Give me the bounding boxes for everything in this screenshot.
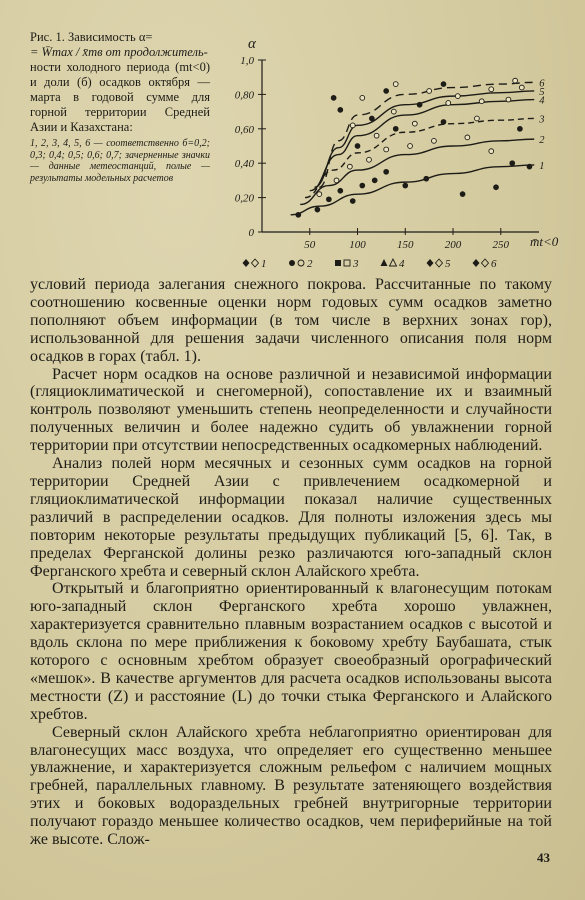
- legend-marker-open: [482, 259, 489, 267]
- y-tick-label: 0,40: [234, 158, 254, 171]
- body-text: [30, 276, 552, 849]
- legend-label: 2: [307, 258, 313, 270]
- data-point: [393, 82, 398, 87]
- data-point: [519, 85, 524, 90]
- paragraph-3: Анализ полей норм месячных и сезонных сумм осадков на горной территории Средней Азии с привлечением осадкомерной и гляциоклиматической информации показал наличие существенных различий в распределении осадков. Для полноты изложения здесь мы повторим некоторые результаты предыдущих публикаций [5, 6]. Так, в пределах Ферганской долины резко различаются юго-западный склон Ферганского хребта и северный склон Алайского хребта.: [30, 455, 552, 580]
- x-tick-label: 100: [349, 239, 366, 251]
- y-tick-label: 0: [248, 227, 254, 239]
- data-point: [479, 99, 484, 104]
- data-point: [317, 192, 322, 197]
- legend-marker-filled: [335, 260, 341, 266]
- data-point: [384, 89, 389, 94]
- caption-title: Рис. 1. Зависимость α=: [30, 30, 153, 44]
- data-point: [350, 123, 355, 128]
- curve-label-1: 1: [539, 160, 545, 172]
- legend-label: 1: [261, 258, 267, 270]
- data-point: [393, 126, 398, 131]
- data-point: [506, 97, 511, 102]
- legend-label: 5: [445, 258, 451, 270]
- data-point: [412, 121, 417, 126]
- data-point: [350, 199, 355, 204]
- caption-body: ности холодного периода (mt<0) и доли (б) осадков октября — марта в годовой сумме для горной территории Средней Азии и Казахстана:: [30, 60, 210, 134]
- data-point: [374, 133, 379, 138]
- data-point: [465, 135, 470, 140]
- figure-caption: [30, 30, 210, 184]
- data-point: [494, 185, 499, 190]
- data-point: [424, 176, 429, 181]
- data-point: [367, 157, 372, 162]
- data-point: [475, 116, 480, 121]
- curve-label-6: 6: [539, 78, 545, 90]
- data-point: [338, 107, 343, 112]
- legend-marker-filled: [427, 259, 434, 267]
- x-tick-label: 50: [304, 239, 316, 251]
- data-point: [391, 109, 396, 114]
- data-point: [455, 94, 460, 99]
- data-point: [408, 144, 413, 149]
- data-point: [331, 95, 336, 100]
- data-point: [427, 89, 432, 94]
- data-point: [369, 116, 374, 121]
- data-point: [441, 82, 446, 87]
- curve-label-3: 3: [539, 114, 545, 126]
- data-point: [403, 183, 408, 188]
- curve-label-4: 4: [539, 95, 545, 107]
- legend-marker-open: [436, 259, 443, 267]
- y-tick-label: 1,0: [240, 55, 254, 67]
- data-point: [360, 183, 365, 188]
- data-point: [432, 138, 437, 143]
- data-point: [338, 188, 343, 193]
- legend-marker-open: [344, 260, 350, 266]
- data-point: [372, 178, 377, 183]
- data-point: [460, 192, 465, 197]
- data-point: [510, 161, 515, 166]
- y-tick-label: 0,20: [234, 192, 254, 205]
- caption-formula: = W̄max / x̄тв от продолжитель-: [30, 45, 208, 59]
- legend-marker-filled: [289, 260, 295, 266]
- paragraph-1: условий периода залегания снежного покрова. Рассчитанные по такому соотношению косвенные оценки норм годовых сумм осадков заметно пополняют объем информации (в том числе в верхних зонах гор), использованной для решения задачи численного описания поля норм осадков в горах (табл. 1).: [30, 276, 552, 365]
- curve-label-5: 5: [539, 86, 545, 98]
- legend-marker-filled: [473, 259, 480, 267]
- data-point: [384, 147, 389, 152]
- curve-3: [305, 118, 534, 197]
- legend-label: 6: [491, 258, 497, 270]
- data-point: [517, 126, 522, 131]
- data-point: [296, 212, 301, 217]
- legend-label: 3: [353, 258, 359, 270]
- data-point: [441, 120, 446, 125]
- legend-marker-open: [252, 259, 259, 267]
- y-axis-symbol: α: [248, 36, 256, 52]
- legend-marker-filled: [381, 259, 388, 266]
- data-point: [384, 169, 389, 174]
- data-point: [360, 95, 365, 100]
- x-tick-label: 150: [397, 239, 414, 251]
- legend-marker-open: [298, 260, 304, 266]
- data-point: [417, 102, 422, 107]
- paragraph-4: Открытый и благоприятно ориентированный к влагонесущим потокам юго-западный склон Ферганского хребта хорошо увлажнен, характеризуется сравнительно плавным возрастанием осадков с высотой и вдоль склона по мере приближения к боковому хребту Баубашата, стык которого с основным хребтом образует своеобразный орографический «мешок». В качестве аргументов для расчета осадков использованы высота местности (Z) и расстояние (L) до точки стыка Ферганского и Алайского хребтов.: [30, 580, 552, 723]
- legend-label: 4: [399, 258, 405, 270]
- data-point: [326, 197, 331, 202]
- data-point: [334, 178, 339, 183]
- y-tick-label: 0,60: [234, 123, 254, 136]
- caption-legend: 1, 2, 3, 4, 5, 6 — соответственно б=0,2; 0,3; 0,4; 0,5; 0,6; 0,7; зачерненные значки — данные метеостанций, полые — результаты модельных расчетов: [30, 138, 210, 184]
- page-number: 43: [537, 850, 550, 865]
- curve-label-2: 2: [539, 135, 545, 147]
- paragraph-2: Расчет норм осадков на основе различной и независимой информации (гляциоклиматической и снегомерной), сопоставление их и взаимный контроль позволяют уменьшить степень неопределенности и случайности полученных величин и более надежно судить об увлажнении горной территории при отсутствии непосредственных осадкомерных наблюдений.: [30, 365, 552, 455]
- data-point: [355, 144, 360, 149]
- x-axis-label: m̄t<0: [530, 234, 559, 249]
- chart-svg: [224, 30, 559, 270]
- legend-marker-filled: [243, 259, 250, 267]
- data-point: [527, 164, 532, 169]
- data-point: [347, 164, 352, 169]
- data-point: [489, 87, 494, 92]
- x-tick-label: 250: [492, 239, 510, 251]
- paragraph-5: Северный склон Алайского хребта неблагоприятно ориентирован для влагонесущих масс воздуха, что определяет его существенно меньшее увлажнение, и характеризуется сложным рельефом с наличием мощных гребней, параллельных главному. В результате затеняющего воздействия этих и боковых водораздельных гребней внутригорные территории получают гораздо меньшее количество осадков, чем периферийные на той же высоте. Слож-: [30, 723, 552, 849]
- data-point: [489, 149, 494, 154]
- x-tick-label: 200: [444, 239, 462, 251]
- figure-chart: [224, 30, 559, 270]
- data-point: [513, 78, 518, 83]
- data-point: [315, 207, 320, 212]
- legend-marker-open: [390, 259, 397, 266]
- y-tick-label: 0,80: [234, 89, 254, 102]
- data-point: [446, 101, 451, 106]
